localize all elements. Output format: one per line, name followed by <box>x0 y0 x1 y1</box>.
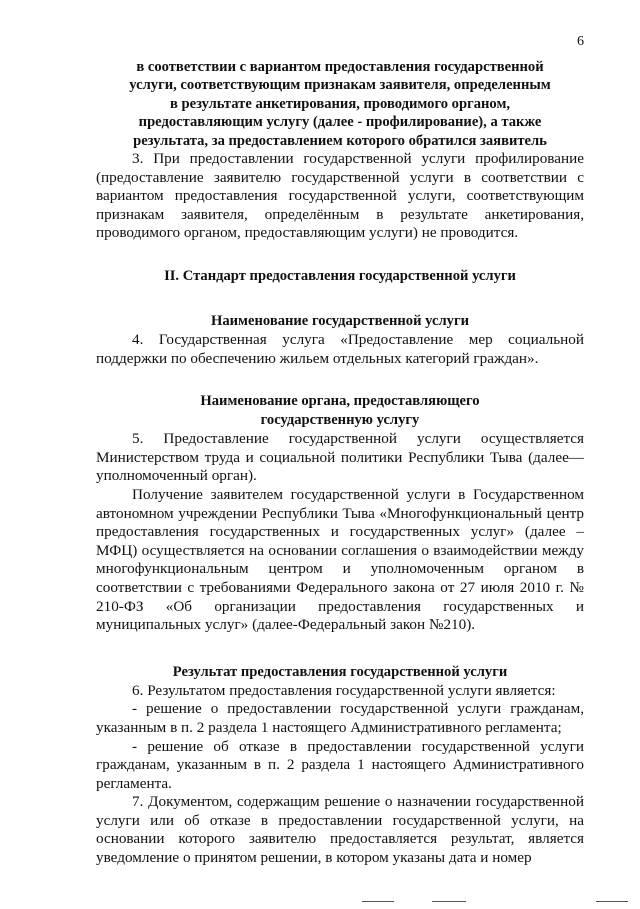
paragraph-6-item-b: - решение об отказе в предоставлении государственной услуги гражданам, указанным в п. 2 раздела 1 настоящего Административного регламента. <box>96 737 584 792</box>
paragraph-6: 6. Результатом предоставления государственной услуги является: <box>132 681 556 699</box>
heading-organ-name <box>96 392 584 430</box>
paragraph-4: 4. Государственная услуга «Предоставление мер социальной поддержки по обеспечению жильем отдельных категорий граждан». <box>96 331 584 367</box>
paragraph-7: 7. Документом, содержащим решение о назначении государственной услуги или об отказе в предоставлении государственной услуги, на основании которого заявителю предоставляется результат, является уведомление о принятом решении, в котором указаны дата и номер <box>96 793 584 867</box>
scan-mark <box>432 901 466 902</box>
heading-line: услуги, соответствующим признакам заявителя, определенным <box>129 77 551 94</box>
paragraph-3: 3. При предоставлении государственной услуги профилирование (предоставление заявителю государственной услуги в соответствии с вариантом предоставления государственной услуги, соответствующим признакам заявителя, определённым в результате анкетирования, проводимого органом, предоставляющим услуги) не проводится. <box>96 150 584 242</box>
paragraph-6-item-a: - решение о предоставлении государственной услуги гражданам, указанным в п. 2 раздела 1 настоящего Административного регламента; <box>96 700 584 736</box>
paragraph-5-continued: Получение заявителем государственной услуги в Государственном автономном учреждении Республики Тыва «Многофункциональный центр предоставления государственных и государственных услуг» (далее – МФЦ) осуществляется на основании соглашения о взаимодействии между многофункциональным центром и уполномоченным органом в соответствии с требованиями Федерального закона от 27 июля 2010 г. № 210-ФЗ «Об организации предоставления государственных и муниципальных услуг» (далее-Федеральный закон №210). <box>96 485 584 634</box>
heading-line: предоставляющим услугу (далее - профилирование), а также <box>138 114 542 131</box>
paragraph-5: 5. Предоставление государственной услуги осуществляется Министерством труда и социальной политики Республики Тыва (далее— уполномоченный орган). <box>96 430 584 485</box>
heading-line: результата, за предоставлением которого обратился заявитель <box>133 132 547 149</box>
heading-line: государственную услугу <box>260 412 420 429</box>
heading-result: Результат предоставления государственной услуги <box>172 663 508 680</box>
heading-line: в результате анкетирования, проводимого органом, <box>169 95 511 112</box>
footer-scan-marks <box>0 901 640 904</box>
heading-line: в соответствии с вариантом предоставления государственной <box>136 59 544 75</box>
section-2-title: II. Стандарт предоставления государственной услуги <box>164 268 516 284</box>
heading-service-name: Наименование государственной услуги <box>211 313 469 329</box>
scan-mark <box>596 901 628 902</box>
page-number: 6 <box>577 34 584 49</box>
scan-mark <box>362 901 394 902</box>
subsection-heading <box>96 0 584 150</box>
heading-line: Наименование органа, предоставляющего <box>200 393 480 410</box>
